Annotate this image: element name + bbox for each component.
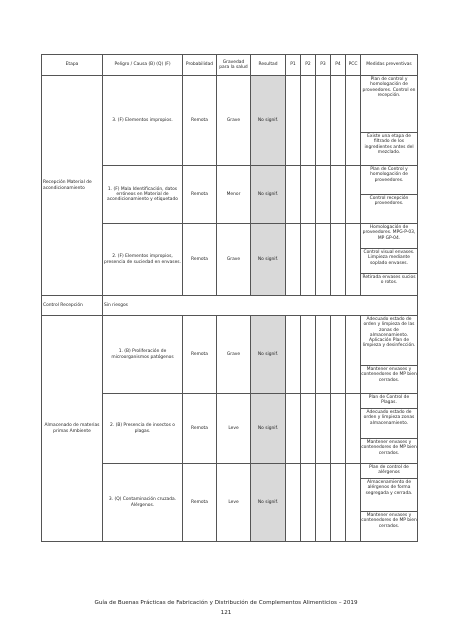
hazard-analysis-table <box>41 54 418 542</box>
pcc-cell <box>346 224 361 296</box>
p2-cell <box>301 224 316 296</box>
peligro-cell: 2. (F) Elementos impropios, presencia de suciedad en envases. <box>103 224 183 296</box>
gravedad-cell: Grave <box>217 76 251 166</box>
table-row <box>42 296 418 316</box>
peligro-cell: 1. (B) Proliferación de microorganismos patógenos <box>103 316 183 394</box>
medida-text: Existe una etapa de filtrado de los ingredientes antes del mezclado. <box>361 132 417 156</box>
medida-text: Almacenamiento de alérgenos de forma segregada y cerrada. <box>361 478 417 511</box>
p2-cell <box>301 316 316 394</box>
resultado-cell: No signif. <box>251 394 286 464</box>
medidas-cell <box>361 316 418 394</box>
header-gravedad: Gravedad para la salud <box>217 55 251 76</box>
gravedad-cell: Grave <box>217 224 251 296</box>
pcc-cell <box>346 76 361 166</box>
medidas-cell <box>361 224 418 296</box>
medida-text: Mantener envases y contenedores de MP bien cerrados. <box>361 513 417 529</box>
gravedad-cell: Menor <box>217 166 251 224</box>
probabilidad-cell: Remota <box>183 166 217 224</box>
header-p2: P2 <box>301 55 316 76</box>
header-probabilidad: Probabilidad <box>183 55 217 76</box>
p3-cell <box>316 394 331 464</box>
p2-cell <box>301 76 316 166</box>
resultado-cell: No signif. <box>251 464 286 542</box>
p1-cell <box>286 224 301 296</box>
gravedad-cell: Grave <box>217 316 251 394</box>
p4-cell <box>331 464 346 542</box>
header-medidas: Medidas preventivas <box>361 55 418 76</box>
p3-cell <box>316 76 331 166</box>
peligro-cell: 2. (B) Presencia de insectos o plagas. <box>103 394 183 464</box>
medida-text: Plan de control y homologación de proveedores. Control en recepción. <box>362 77 416 98</box>
header-pcc: PCC <box>346 55 361 76</box>
probabilidad-cell: Remota <box>183 316 217 394</box>
no-risk-cell: Sin riesgos <box>103 296 418 316</box>
header-etapa: Etapa <box>42 55 103 76</box>
p2-cell <box>301 166 316 224</box>
p3-cell <box>316 464 331 542</box>
resultado-cell: No signif. <box>251 224 286 296</box>
pcc-cell <box>346 316 361 394</box>
pcc-cell <box>346 394 361 464</box>
p4-cell <box>331 76 346 166</box>
etapa-cell: Control Recepción <box>42 296 103 316</box>
medidas-cell <box>361 464 418 542</box>
probabilidad-cell: Remota <box>183 76 217 166</box>
probabilidad-cell: Remota <box>183 224 217 296</box>
medida-text: Mantener envases y contenedores de MP bien cerrados. <box>361 440 417 456</box>
p4-cell <box>331 166 346 224</box>
header-resultado: Resultad <box>251 55 286 76</box>
table-header-row <box>42 55 418 76</box>
peligro-cell: 3. (F) Elementos impropios. <box>103 76 183 166</box>
etapa-cell: Recepción Material de acondicionamiento <box>42 76 103 296</box>
medida-text: Control visual envases. Limpieza mediante soplado envases. <box>361 248 417 273</box>
header-p3: P3 <box>316 55 331 76</box>
pcc-cell <box>346 166 361 224</box>
p3-cell <box>316 316 331 394</box>
footer-title: Guía de Buenas Prácticas de Fabricación y Distribución de Complementos Alimenticios – 2019 <box>94 600 358 606</box>
p1-cell <box>286 464 301 542</box>
resultado-cell: No signif. <box>251 76 286 166</box>
medida-text: Plan de Control de Plagas. <box>368 395 410 406</box>
medida-text: Plan de control de alérgenos <box>369 465 409 476</box>
probabilidad-cell: Remota <box>183 394 217 464</box>
probabilidad-cell: Remota <box>183 464 217 542</box>
medida-text: Control recepción proveedores. <box>361 194 417 208</box>
medida-text: Plan de Control y homologación de proveedores. <box>370 167 408 183</box>
p2-cell <box>301 394 316 464</box>
medida-text: Adecuado estado de orden y limpieza zonas almacenamiento. <box>361 408 417 438</box>
gravedad-cell: Leve <box>217 394 251 464</box>
header-peligro: Peligro / Causa (B) (Q) (F) <box>103 55 183 76</box>
medida-text: Retirada envases sucios o rotos. <box>362 275 416 286</box>
peligro-cell: 3. (Q) Contaminación cruzada. Alérgenos. <box>103 464 183 542</box>
p1-cell <box>286 166 301 224</box>
p4-cell <box>331 224 346 296</box>
medida-text: Adecuado estado de orden y limpieza de las zonas de almacenamiento. Aplicación Plan de limpieza y desinfección. <box>362 317 416 349</box>
medidas-cell <box>361 394 418 464</box>
medidas-cell <box>361 76 418 166</box>
header-p1: P1 <box>286 55 301 76</box>
p2-cell <box>301 464 316 542</box>
medida-text: Homologación de proveedores. MPG-P-03, MP GP-04. <box>362 225 416 241</box>
p1-cell <box>286 76 301 166</box>
resultado-cell: No signif. <box>251 316 286 394</box>
medida-text: Mantener envases y contenedores de MP bien cerrados. <box>361 367 417 383</box>
etapa-cell: Almacenado de materias primas Ambiente <box>42 316 103 542</box>
p4-cell <box>331 316 346 394</box>
peligro-cell: 1. (F) Mala Identificación, datos erróneos en Material de acondicionamiento y etiquetado <box>103 166 183 224</box>
table-row <box>42 316 418 394</box>
p3-cell <box>316 224 331 296</box>
table-row <box>42 76 418 166</box>
p4-cell <box>331 394 346 464</box>
medidas-cell <box>361 166 418 224</box>
p3-cell <box>316 166 331 224</box>
page-number: 121 <box>220 610 232 616</box>
pcc-cell <box>346 464 361 542</box>
p1-cell <box>286 316 301 394</box>
header-p4: P4 <box>331 55 346 76</box>
gravedad-cell: Leve <box>217 464 251 542</box>
p1-cell <box>286 394 301 464</box>
resultado-cell: No signif. <box>251 166 286 224</box>
